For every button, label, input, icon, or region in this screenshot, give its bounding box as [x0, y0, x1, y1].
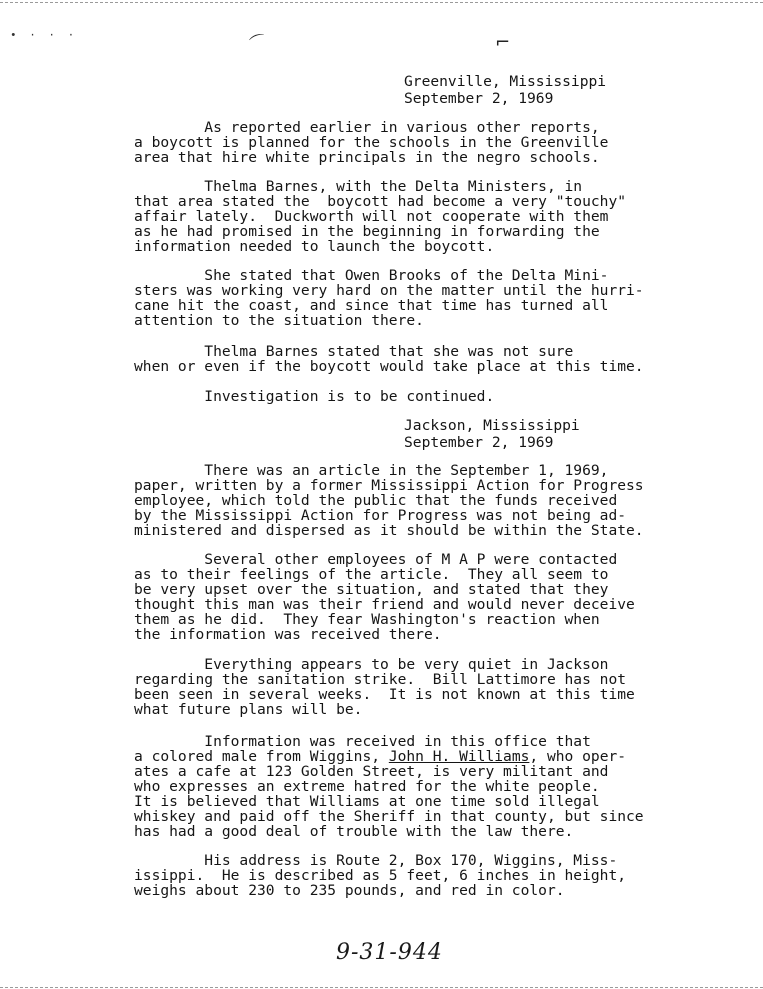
paragraph-owen-brooks: She stated that Owen Brooks of the Delta Mini- sters was working very hard on the matter until the hurri- cane hit the coast, and since that time has turned all attention to the situation there.	[134, 267, 644, 329]
dateline-place: Jackson, Mississippi	[404, 417, 580, 434]
dateline-jackson	[404, 417, 580, 451]
punch-mark-right: ⌐	[495, 32, 511, 53]
handwritten-file-number: 9-31-944	[336, 940, 443, 965]
paragraph-line: , who oper-	[529, 748, 627, 765]
top-scan-edge	[0, 2, 763, 3]
paragraph-boycott: As reported earlier in various other reports, a boycott is planned for the schools in the Greenville area that hire white principals in the negro schools.	[134, 119, 609, 166]
paragraph-investigation: Investigation is to be continued.	[134, 388, 495, 405]
dateline-date: September 2, 1969	[404, 434, 554, 451]
dateline-date: September 2, 1969	[404, 90, 554, 107]
paragraph-williams	[134, 734, 644, 839]
dateline-greenville	[404, 73, 606, 107]
paragraph-address: His address is Route 2, Box 170, Wiggins, Miss- issippi. He is described as 5 feet, 6 inches in height, weighs about 230 to 235 pounds, and red in color.	[134, 852, 627, 899]
bottom-scan-edge	[0, 987, 763, 988]
paragraph-line: a colored male from Wiggins,	[134, 748, 389, 765]
underlined-name: John H. Williams	[388, 748, 530, 765]
paragraph-boycott-timing: Thelma Barnes stated that she was not sure when or even if the boycott would take place at this time.	[134, 343, 644, 375]
paragraph-article: There was an article in the September 1, 1969, paper, written by a former Mississippi Action for Progress employee, which told the public that the funds received by the Mississippi Action for Progress was not being ad- ministered and dispersed as it should be within the State.	[134, 462, 644, 539]
paragraph-line: ates a cafe at 123 Golden Street, is very militant and who expresses an extreme hatred for the white people. It is believed that Williams at one time sold illegal whiskey and paid off the Sheriff in that county, but since has had a good deal of trouble with the law there.	[134, 763, 644, 840]
paragraph-line: Information was received in this office that	[134, 733, 591, 750]
scan-speckles: • · · ·	[10, 30, 78, 42]
paragraph-thelma-barnes: Thelma Barnes, with the Delta Ministers, in that area stated the boycott had become a very "touchy" affair lately. Duckworth will not cooperate with them as he had promised in the beginning in forwarding the information needed to launch the boycott.	[134, 178, 627, 255]
punch-mark-left: ⌒	[247, 30, 270, 55]
dateline-place: Greenville, Mississippi	[404, 73, 607, 90]
paragraph-sanitation-strike: Everything appears to be very quiet in Jackson regarding the sanitation strike. Bill Lattimore has not been seen in several weeks. It is not known at this time what future plans will be.	[134, 656, 635, 718]
paragraph-map-employees: Several other employees of M A P were contacted as to their feelings of the article. They all seem to be very upset over the situation, and stated that they thought this man was their friend and would never deceive them as he did. They fear Washington's reaction when the information was received there.	[134, 551, 635, 643]
